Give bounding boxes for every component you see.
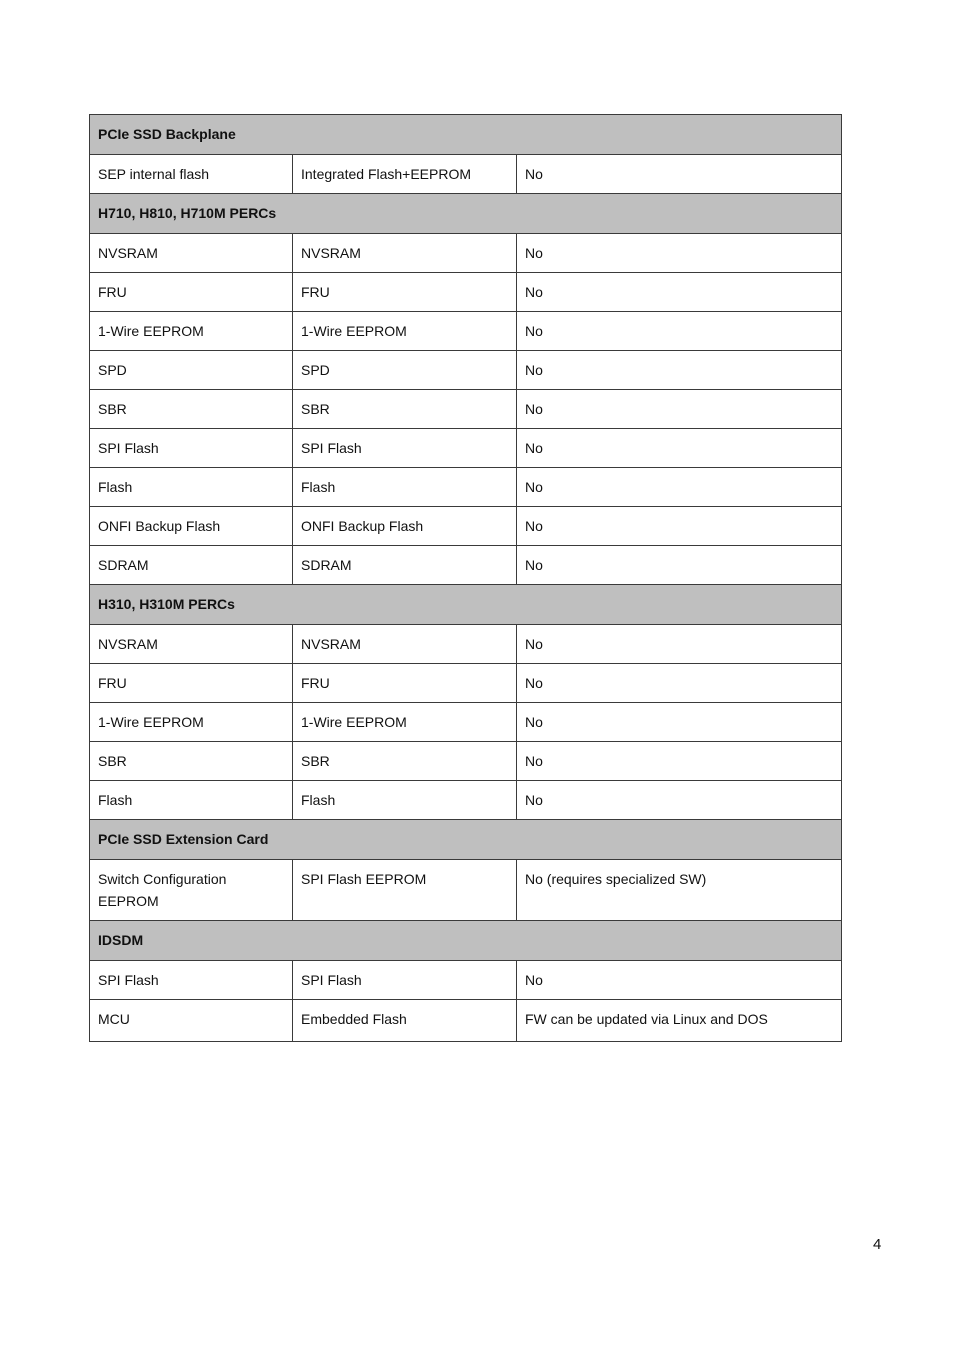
component-cell: ONFI Backup Flash (90, 507, 293, 546)
table-row (90, 742, 842, 781)
update-cell: No (517, 468, 842, 507)
section-title: H710, H810, H710M PERCs (90, 194, 842, 234)
table-row (90, 703, 842, 742)
section-header-row (90, 115, 842, 155)
type-cell: Embedded Flash (293, 1000, 517, 1042)
section-header-row (90, 194, 842, 234)
component-cell: SBR (90, 390, 293, 429)
table-row (90, 429, 842, 468)
update-cell: No (517, 507, 842, 546)
table-body (90, 115, 842, 1042)
update-cell: No (517, 429, 842, 468)
components-table (89, 114, 842, 1042)
type-cell: NVSRAM (293, 234, 517, 273)
table-row (90, 546, 842, 585)
type-cell: 1-Wire EEPROM (293, 312, 517, 351)
table-row (90, 312, 842, 351)
type-cell: NVSRAM (293, 625, 517, 664)
type-cell: Flash (293, 781, 517, 820)
type-cell: Flash (293, 468, 517, 507)
update-cell: No (517, 664, 842, 703)
type-cell: SDRAM (293, 546, 517, 585)
table-row (90, 507, 842, 546)
table-row (90, 961, 842, 1000)
type-cell: SPI Flash (293, 961, 517, 1000)
update-cell: No (517, 351, 842, 390)
type-cell: SBR (293, 390, 517, 429)
type-cell: SBR (293, 742, 517, 781)
section-header-row (90, 820, 842, 860)
type-cell: Integrated Flash+EEPROM (293, 155, 517, 194)
type-cell: SPI Flash (293, 429, 517, 468)
update-cell: No (requires specialized SW) (517, 860, 842, 921)
type-cell: 1-Wire EEPROM (293, 703, 517, 742)
component-cell: FRU (90, 273, 293, 312)
table-row (90, 234, 842, 273)
table-row (90, 781, 842, 820)
type-cell: SPI Flash EEPROM (293, 860, 517, 921)
component-cell: 1-Wire EEPROM (90, 703, 293, 742)
component-cell: SDRAM (90, 546, 293, 585)
section-header-row (90, 921, 842, 961)
type-cell: FRU (293, 664, 517, 703)
update-cell: No (517, 625, 842, 664)
component-cell: Switch Configuration EEPROM (90, 860, 293, 921)
update-cell: No (517, 390, 842, 429)
section-title: PCIe SSD Backplane (90, 115, 842, 155)
table-row (90, 1000, 842, 1042)
component-cell: MCU (90, 1000, 293, 1042)
table-row (90, 625, 842, 664)
update-cell: No (517, 961, 842, 1000)
type-cell: ONFI Backup Flash (293, 507, 517, 546)
component-cell: SEP internal flash (90, 155, 293, 194)
page-number: 4 (873, 1236, 882, 1253)
update-cell: No (517, 742, 842, 781)
table-row (90, 273, 842, 312)
update-cell: No (517, 781, 842, 820)
component-cell: FRU (90, 664, 293, 703)
component-cell: SPD (90, 351, 293, 390)
table-row (90, 468, 842, 507)
table-row (90, 390, 842, 429)
component-cell: Flash (90, 468, 293, 507)
component-cell: Flash (90, 781, 293, 820)
component-cell: NVSRAM (90, 234, 293, 273)
section-title: PCIe SSD Extension Card (90, 820, 842, 860)
table-row (90, 860, 842, 921)
component-cell: SPI Flash (90, 429, 293, 468)
update-cell: No (517, 155, 842, 194)
update-cell: No (517, 273, 842, 312)
table-row (90, 351, 842, 390)
update-cell: No (517, 703, 842, 742)
table-row (90, 664, 842, 703)
section-header-row (90, 585, 842, 625)
update-cell: No (517, 234, 842, 273)
update-cell: FW can be updated via Linux and DOS (517, 1000, 842, 1042)
section-title: IDSDM (90, 921, 842, 961)
section-title: H310, H310M PERCs (90, 585, 842, 625)
component-cell: SBR (90, 742, 293, 781)
type-cell: FRU (293, 273, 517, 312)
component-cell: NVSRAM (90, 625, 293, 664)
type-cell: SPD (293, 351, 517, 390)
update-cell: No (517, 312, 842, 351)
component-cell: 1-Wire EEPROM (90, 312, 293, 351)
update-cell: No (517, 546, 842, 585)
table-row (90, 155, 842, 194)
component-cell: SPI Flash (90, 961, 293, 1000)
